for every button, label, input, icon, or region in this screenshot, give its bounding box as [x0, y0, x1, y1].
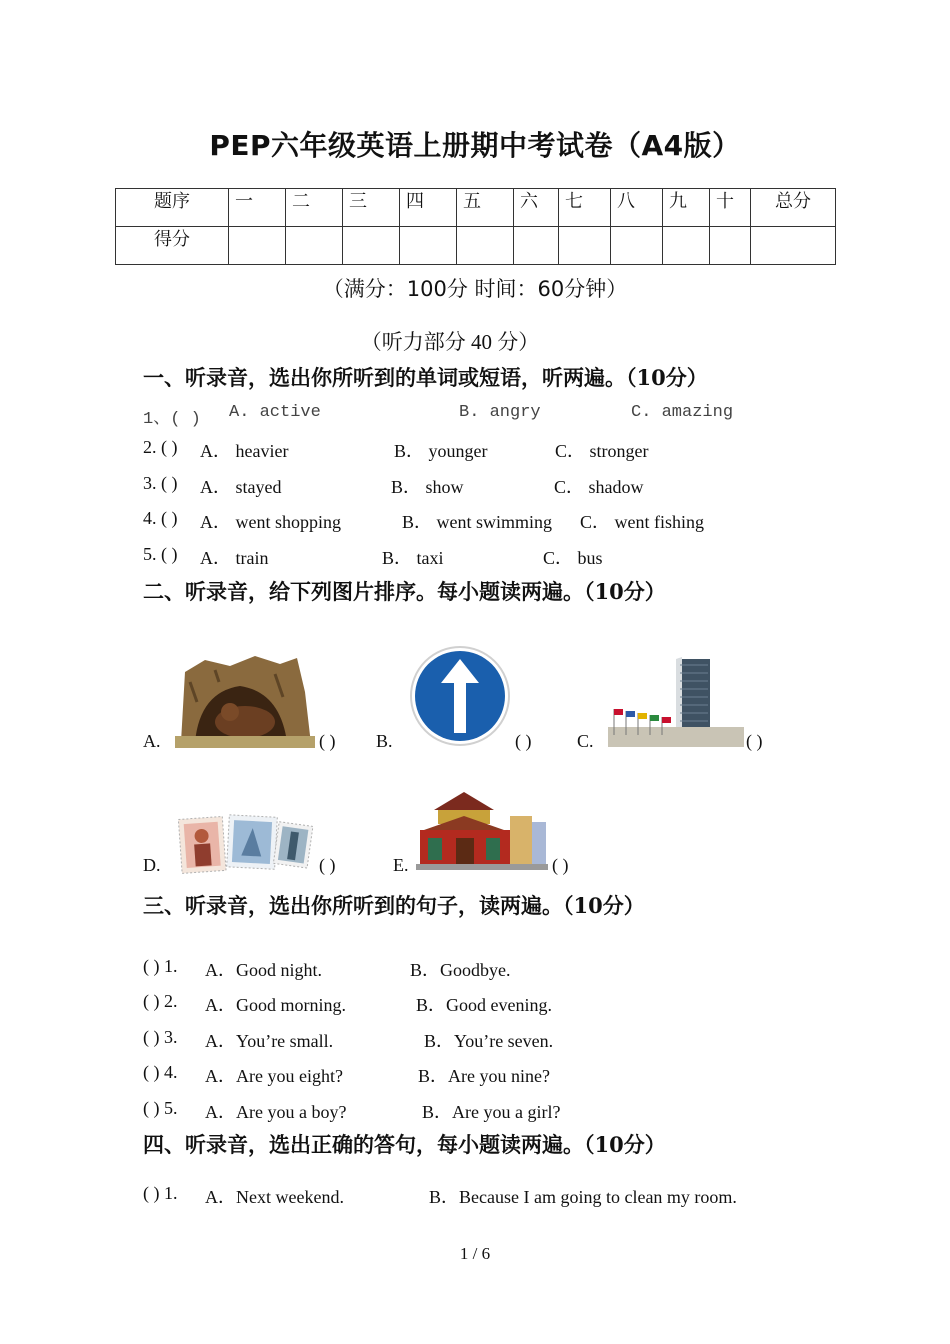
score-cell: 十 — [710, 189, 751, 227]
q3-option-a: A． stayed — [200, 477, 282, 497]
q1-option-a: A. active — [229, 403, 321, 422]
section1-heading: 一、听录音，选出你所听到的单词或短语，听两遍。（10分） — [143, 365, 708, 390]
q3-option-b: B． show — [391, 477, 464, 497]
q3-option-c: C． shadow — [554, 477, 644, 497]
score-cell: 六 — [514, 189, 559, 227]
page-title: PEP六年级英语上册期中考试卷（A4版） — [209, 129, 741, 162]
q4-number: 4. ( ) — [143, 508, 178, 528]
s3-q2-number: ( ) 2. — [143, 991, 178, 1011]
score-blank[interactable] — [710, 227, 751, 265]
s3-q2-option-b: B．Good evening. — [416, 995, 552, 1015]
s4-q1-number: ( ) 1. — [143, 1183, 178, 1203]
score-blank[interactable] — [751, 227, 836, 265]
score-cell: 九 — [663, 189, 710, 227]
q1-option-b: B. angry — [459, 403, 541, 422]
part-heading: （听力部分 40 分） — [360, 330, 540, 354]
s3-q5-number: ( ) 5. — [143, 1098, 178, 1118]
q1-option-c: C. amazing — [631, 403, 734, 422]
s3-q5-option-a: A．Are you a boy? — [205, 1102, 347, 1122]
score-table-header-row — [116, 189, 836, 227]
q4-option-a: A． went shopping — [200, 512, 341, 532]
q4-option-c: C． went fishing — [580, 512, 704, 532]
q4-option-b: B． went swimming — [402, 512, 553, 532]
chinatown-picture — [416, 780, 548, 872]
score-blank[interactable] — [457, 227, 514, 265]
q5-option-a: A． train — [200, 548, 269, 568]
q2-number: 2. ( ) — [143, 437, 178, 457]
q5-option-c: C． bus — [543, 548, 603, 568]
section3-heading: 三、听录音，选出你所听到的句子，读两遍。（10分） — [143, 893, 645, 918]
picture-blank-d[interactable]: ( ) — [319, 855, 336, 875]
building-picture — [608, 655, 744, 749]
picture-label-a: A. — [143, 731, 161, 751]
s4-q1-option-b: B．Because I am going to clean my room. — [429, 1187, 737, 1207]
s3-q4-option-a: A．Are you eight? — [205, 1066, 343, 1086]
picture-label-e: E. — [393, 855, 409, 875]
score-blank[interactable] — [663, 227, 710, 265]
score-table — [115, 188, 836, 265]
q2-option-a: A． heavier — [200, 441, 289, 461]
s3-q4-number: ( ) 4. — [143, 1062, 178, 1082]
score-cell: 题序 — [116, 189, 229, 227]
s3-q1-number: ( ) 1. — [143, 956, 178, 976]
q2-option-c: C． stronger — [555, 441, 649, 461]
score-blank[interactable] — [400, 227, 457, 265]
score-row-label: 得分 — [116, 227, 229, 265]
arrow-sign-picture — [409, 645, 511, 747]
s4-q1-option-a: A．Next weekend. — [205, 1187, 344, 1207]
stamps-picture — [176, 812, 316, 874]
s3-q2-option-a: A．Good morning. — [205, 995, 346, 1015]
score-blank[interactable] — [343, 227, 400, 265]
q3-number: 3. ( ) — [143, 473, 178, 493]
score-cell: 五 — [457, 189, 514, 227]
q5-number: 5. ( ) — [143, 544, 178, 564]
s3-q1-option-a: A．Good night. — [205, 960, 322, 980]
s3-q3-option-b: B．You’re seven. — [424, 1031, 554, 1051]
score-cell: 四 — [400, 189, 457, 227]
s3-q3-number: ( ) 3. — [143, 1027, 178, 1047]
s3-q1-option-b: B．Goodbye. — [410, 960, 511, 980]
picture-blank-c[interactable]: ( ) — [746, 731, 763, 751]
section2-heading: 二、听录音，给下列图片排序。每小题读两遍。（10分） — [143, 579, 666, 604]
score-blank[interactable] — [229, 227, 286, 265]
section4-heading: 四、听录音，选出正确的答句，每小题读两遍。（10分） — [143, 1132, 666, 1157]
q1-number: 1、( ) — [143, 410, 201, 429]
score-cell: 总分 — [751, 189, 836, 227]
score-blank[interactable] — [559, 227, 611, 265]
q2-option-b: B． younger — [394, 441, 488, 461]
score-cell: 七 — [559, 189, 611, 227]
picture-blank-a[interactable]: ( ) — [319, 731, 336, 751]
picture-label-d: D. — [143, 855, 161, 875]
s3-q3-option-a: A．You’re small. — [205, 1031, 334, 1051]
picture-blank-e[interactable]: ( ) — [552, 855, 569, 875]
picture-label-b: B. — [376, 731, 393, 751]
page-number: 1 / 6 — [459, 1244, 491, 1263]
score-blank[interactable] — [286, 227, 343, 265]
score-cell: 一 — [229, 189, 286, 227]
cave-picture — [175, 652, 315, 748]
score-cell: 八 — [611, 189, 663, 227]
score-blank[interactable] — [611, 227, 663, 265]
q5-option-b: B． taxi — [382, 548, 444, 568]
exam-info: （满分：100分 时间：60分钟） — [322, 277, 628, 301]
s3-q4-option-b: B．Are you nine? — [418, 1066, 550, 1086]
picture-blank-b[interactable]: ( ) — [515, 731, 532, 751]
picture-label-c: C. — [577, 731, 594, 751]
score-cell: 三 — [343, 189, 400, 227]
score-table-score-row — [116, 227, 836, 265]
score-cell: 二 — [286, 189, 343, 227]
score-blank[interactable] — [514, 227, 559, 265]
s3-q5-option-b: B．Are you a girl? — [422, 1102, 561, 1122]
